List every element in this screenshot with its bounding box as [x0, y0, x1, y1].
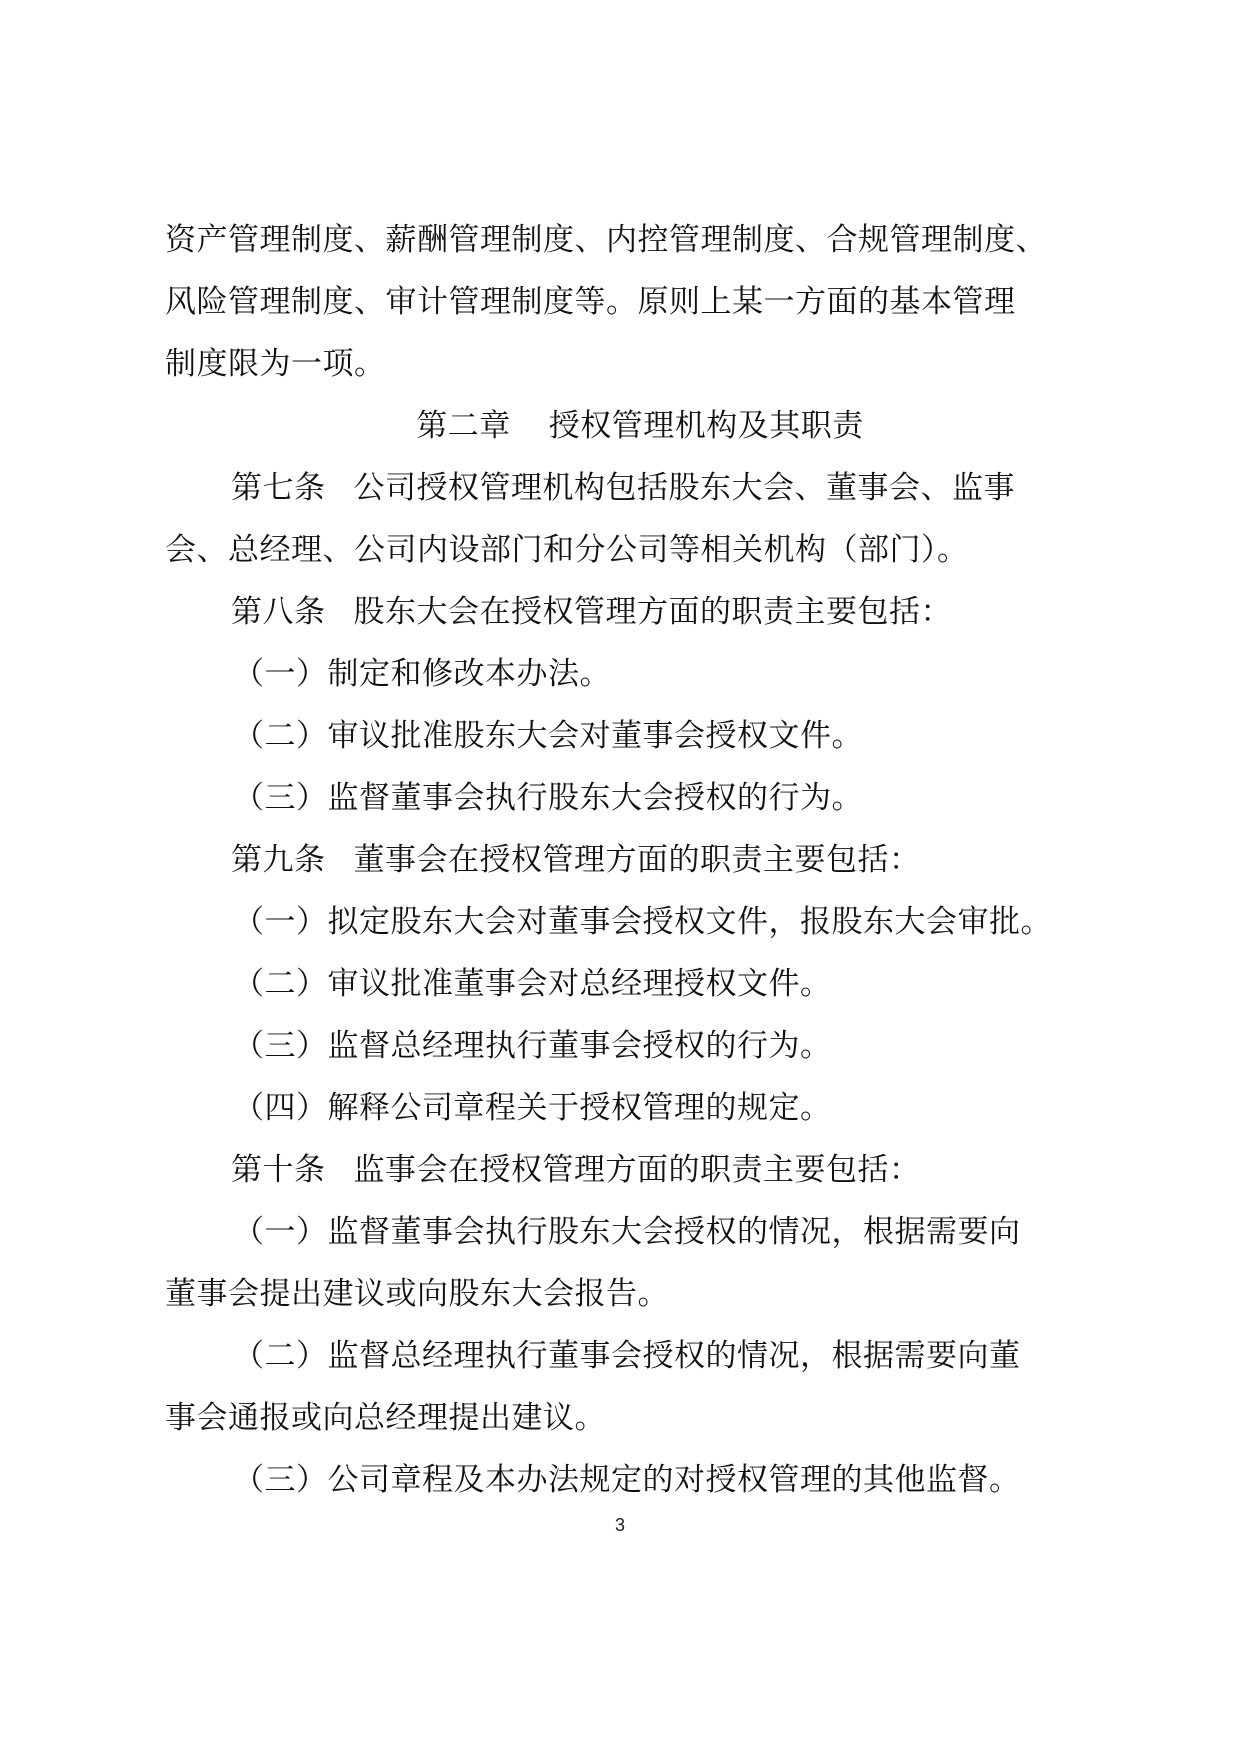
paragraph-line: 事会通报或向总经理提出建议。 — [165, 1400, 606, 1436]
article-8 — [165, 581, 1075, 643]
article-label: 第八条 — [231, 594, 326, 630]
page-number: 3 — [614, 1515, 625, 1535]
article-text: 股东大会在授权管理方面的职责主要包括： — [353, 594, 952, 630]
document-body — [165, 209, 1075, 1511]
list-item: （三）监督董事会执行股东大会授权的行为。 — [233, 780, 863, 816]
article-7 — [165, 457, 1075, 519]
article-text: 公司授权管理机构包括股东大会、董事会、监事 — [353, 470, 1015, 506]
paragraph-line: 风险管理制度、审计管理制度等。原则上某一方面的基本管理 — [165, 284, 1016, 320]
chapter-heading — [165, 395, 1075, 457]
paragraph-line: 资产管理制度、薪酬管理制度、内控管理制度、合规管理制度、 — [165, 222, 1047, 258]
paragraph-line: 制度限为一项。 — [165, 346, 386, 382]
list-item: （一）监督董事会执行股东大会授权的情况，根据需要向 — [233, 1214, 1021, 1250]
chapter-title: 授权管理机构及其职责 — [548, 408, 864, 444]
list-item: （一）拟定股东大会对董事会授权文件，报股东大会审批。 — [233, 904, 1052, 940]
article-text: 董事会在授权管理方面的职责主要包括： — [353, 842, 921, 878]
chapter-number: 第二章 — [416, 408, 511, 444]
article-10 — [165, 1139, 1075, 1201]
article-9 — [165, 829, 1075, 891]
list-item: （三）公司章程及本办法规定的对授权管理的其他监督。 — [233, 1462, 1021, 1498]
list-item: （三）监督总经理执行董事会授权的行为。 — [233, 1028, 832, 1064]
list-item: （四）解释公司章程关于授权管理的规定。 — [233, 1090, 832, 1126]
article-label: 第九条 — [231, 842, 326, 878]
list-item: （二）审议批准股东大会对董事会授权文件。 — [233, 718, 863, 754]
list-item: （二）审议批准董事会对总经理授权文件。 — [233, 966, 832, 1002]
list-item: （二）监督总经理执行董事会授权的情况，根据需要向董 — [233, 1338, 1021, 1374]
article-label: 第七条 — [231, 470, 326, 506]
paragraph-line: 会、总经理、公司内设部门和分公司等相关机构（部门）。 — [165, 532, 969, 568]
paragraph-line: 董事会提出建议或向股东大会报告。 — [165, 1276, 669, 1312]
article-text: 监事会在授权管理方面的职责主要包括： — [353, 1152, 921, 1188]
article-label: 第十条 — [231, 1152, 326, 1188]
list-item: （一）制定和修改本办法。 — [233, 656, 611, 692]
